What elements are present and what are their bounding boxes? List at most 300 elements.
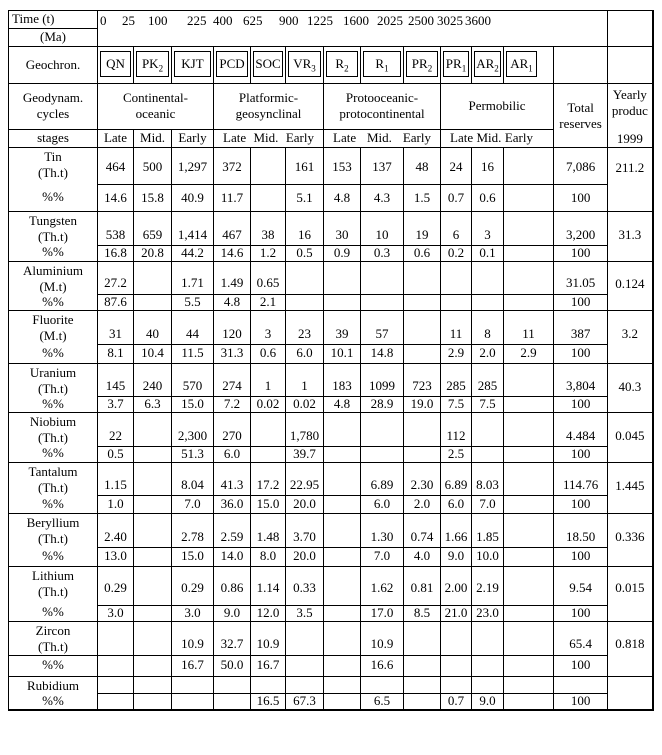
total-pct-cell: 100 [554,295,608,311]
value-cell [286,261,324,295]
value-cell [404,261,441,295]
cycle-name-line: Platformic- [238,90,299,106]
mineral-pct-row [9,185,653,212]
value-cell [324,413,361,447]
pct-cell: 5.1 [286,185,324,212]
mineral-value-row [9,261,653,295]
yearly-produc-cell-bottom [608,605,653,621]
cycle-name-line: Permobilic [468,98,526,114]
total-reserves-line: Total [567,99,594,115]
pct-cell: 4.8 [324,397,361,413]
value-cell: 2.40 [98,514,134,548]
value-cell: 3 [472,212,504,246]
geochron-unit-box [406,51,438,77]
pct-cell [472,655,504,676]
value-cell [441,261,472,295]
geochron-unit-box [174,51,211,77]
mineral-label [9,261,98,295]
time-tick: 400 [213,13,233,28]
mineral-value-row [9,363,653,397]
value-cell: 1,780 [286,413,324,447]
pct-cell: 67.3 [286,694,324,710]
total-reserves-cell: 31.05 [554,261,608,295]
value-cell: 8 [472,311,504,345]
value-cell: 0.81 [404,566,441,605]
geochron-cell [324,47,361,84]
value-cell [504,261,554,295]
pct-cell [504,185,554,212]
mineral-value-row [9,566,653,605]
value-cell [286,676,324,694]
value-cell [504,566,554,605]
total-reserves-header [554,84,608,148]
value-cell: 112 [441,413,472,447]
value-cell: 1.48 [251,514,286,548]
pct-cell [504,397,554,413]
yearly-produc-cell-bottom [608,245,653,261]
pct-cell [441,655,472,676]
value-cell [98,676,134,694]
value-cell: 285 [472,363,504,397]
total-pct-cell: 100 [554,245,608,261]
mineral-label [9,311,98,345]
pct-cell: 9.0 [472,694,504,710]
pct-cell: 0.5 [98,446,134,462]
value-cell: 0.65 [251,261,286,295]
cycle-name-line: geosynclinal [235,106,302,122]
value-cell [504,363,554,397]
pct-cell [98,655,134,676]
total-pct-cell: 100 [554,397,608,413]
pct-cell: 15.0 [172,397,214,413]
value-cell: 10 [361,212,404,246]
pct-label: %% [9,655,98,676]
value-cell [504,676,554,694]
pct-cell: 6.3 [134,397,172,413]
cycle-protooceanic-protocontinental [324,84,441,130]
time-tick: 2500 [408,13,434,28]
yearly-produc-cell [608,676,653,694]
value-cell: 17.2 [251,462,286,496]
geochron-unit: PCD [219,56,245,71]
pct-cell: 36.0 [214,496,251,514]
value-cell: 120 [214,311,251,345]
stage-cell: Early [402,130,431,146]
pct-cell [286,295,324,311]
value-cell: 183 [324,363,361,397]
value-cell: 372 [214,148,251,185]
pct-cell: 1.2 [251,245,286,261]
time-row [9,11,653,29]
yearly-produc-cell: 0.015 [608,566,653,605]
geochron-unit-box [100,51,131,77]
geochron-sub: 2 [427,63,433,74]
yearly-produc-cell: 0.818 [608,621,653,655]
pct-cell: 6.5 [361,694,404,710]
value-cell: 30 [324,212,361,246]
pct-cell: 2.5 [441,446,472,462]
pct-cell: 40.9 [172,185,214,212]
value-cell [504,514,554,548]
value-cell [324,261,361,295]
pct-cell: 1.0 [98,496,134,514]
cycles-label-line: Geodynam. [22,90,84,106]
pct-cell: 6.0 [214,446,251,462]
value-cell [504,413,554,447]
pct-cell: 7.2 [214,397,251,413]
geochron-unit: PK [141,56,159,71]
value-cell [361,261,404,295]
pct-cell: 15.0 [172,547,214,566]
mineral-label [9,676,98,694]
geochron-unit: SOC [255,56,281,71]
value-cell: 3 [251,311,286,345]
value-cell [504,212,554,246]
time-tick: 3600 [465,13,491,28]
geochron-unit: KJT [181,56,204,71]
stage-cell: Late [333,130,357,146]
value-cell: 2.00 [441,566,472,605]
mineral-pct-row [9,295,653,311]
value-cell: 0.29 [98,566,134,605]
geochron-cell [251,47,286,84]
pct-cell: 0.6 [251,344,286,363]
mineral-label [9,462,98,496]
pct-cell: 20.0 [286,547,324,566]
mineral-name: Lithium [32,567,74,583]
pct-cell [441,295,472,311]
pct-cell: 0.02 [251,397,286,413]
value-cell: 38 [251,212,286,246]
pct-cell: 19.0 [404,397,441,413]
pct-cell: 23.0 [472,605,504,621]
value-cell: 48 [404,148,441,185]
pct-cell: 4.3 [361,185,404,212]
mineral-label [9,212,98,246]
value-cell [441,621,472,655]
value-cell: 2.59 [214,514,251,548]
time-axis-spacer [608,11,653,47]
value-cell: 19 [404,212,441,246]
pct-cell [214,694,251,710]
time-tick: 0 [100,13,107,28]
pct-cell: 0.2 [441,245,472,261]
value-cell [472,261,504,295]
value-cell: 1.30 [361,514,404,548]
value-cell: 659 [134,212,172,246]
geochron-sub: 1 [528,63,533,74]
value-cell [472,413,504,447]
geochron-sub: 1 [384,63,389,74]
value-cell: 285 [441,363,472,397]
geochron-row [9,47,653,84]
value-cell [134,462,172,496]
cycles-label [9,84,98,130]
value-cell [134,676,172,694]
geochron-unit-box [474,51,501,77]
value-cell: 2.19 [472,566,504,605]
pct-cell: 9.0 [214,605,251,621]
pct-label: %% [9,397,98,413]
pct-cell [472,446,504,462]
mineral-unit: (Th.t) [38,479,68,495]
mineral-unit: (M.t) [39,328,67,343]
value-cell: 0.74 [404,514,441,548]
value-cell: 2.30 [404,462,441,496]
value-cell: 16 [472,148,504,185]
stage-cell: Early [172,129,214,147]
value-cell: 8.04 [172,462,214,496]
pct-cell [134,496,172,514]
yearly-produc-year: 1999 [616,131,643,146]
total-pct-cell: 100 [554,547,608,566]
value-cell: 39 [324,311,361,345]
yearly-produc-header [608,84,653,148]
value-cell: 723 [404,363,441,397]
mineral-value-row [9,676,653,694]
value-cell [134,621,172,655]
mineral-pct-row [9,245,653,261]
cycle-name-line: Continental- [123,90,188,106]
geochron-sub: 2 [344,63,349,74]
mineral-name: Rubidium [26,677,79,693]
pct-cell [324,446,361,462]
cycle-permobilic [441,84,554,130]
mineral-pct-row [9,397,653,413]
pct-cell: 20.0 [286,496,324,514]
pct-cell [361,446,404,462]
pct-cell: 14.8 [361,344,404,363]
pct-cell [134,605,172,621]
mineral-unit: (Th.t) [38,638,68,654]
value-cell [286,621,324,655]
table-body [9,148,653,710]
value-cell: 1.62 [361,566,404,605]
yearly-produc-cell-bottom [608,446,653,462]
geochron-unit-box [253,51,283,77]
pct-cell: 4.0 [404,547,441,566]
value-cell: 1.66 [441,514,472,548]
pct-cell: 16.7 [251,655,286,676]
stage-group-wrap [324,130,440,146]
stage-group [324,129,441,147]
yearly-produc-cell-bottom [608,547,653,566]
value-cell [134,413,172,447]
pct-cell: 0.5 [286,245,324,261]
pct-cell: 8.0 [251,547,286,566]
stage-cell: Mid. [367,130,392,146]
mineral-label [9,363,98,397]
yearly-produc-cell-bottom [608,185,653,212]
geochron-cell [404,47,441,84]
value-cell: 23 [286,311,324,345]
value-cell [98,621,134,655]
value-cell [324,514,361,548]
value-cell [251,676,286,694]
mineral-value-row [9,514,653,548]
geochron-unit: PR [445,56,462,71]
value-cell: 1.71 [172,261,214,295]
pct-cell [251,446,286,462]
pct-cell [504,245,554,261]
yearly-produc-cell-bottom [608,344,653,363]
value-cell: 57 [361,311,404,345]
pct-cell [504,655,554,676]
cycle-continental-oceanic [98,84,214,130]
geochron-unit: AR [476,56,495,71]
time-label: Time (t) [9,11,98,29]
geochron-sub: 2 [158,63,164,74]
geochron-cell [172,47,214,84]
pct-cell: 6.0 [361,496,404,514]
yearly-produc-cell: 0.045 [608,413,653,447]
total-reserves-cell: 387 [554,311,608,345]
value-cell: 270 [214,413,251,447]
pct-label: %% [9,245,98,261]
value-cell [134,566,172,605]
pct-cell [134,295,172,311]
geochron-sub: 1 [461,63,467,74]
geochron-cell [134,47,172,84]
pct-cell: 2.0 [404,496,441,514]
value-cell [214,676,251,694]
value-cell: 1099 [361,363,404,397]
pct-cell: 4.8 [324,185,361,212]
pct-label: %% [9,295,98,311]
mineral-value-row [9,212,653,246]
geochron-unit-box [443,51,469,77]
total-pct-cell: 100 [554,496,608,514]
pct-cell [404,446,441,462]
value-cell: 22.95 [286,462,324,496]
pct-cell: 12.0 [251,605,286,621]
time-tick: 3025 [437,13,463,28]
mineral-name: Fluorite [32,312,74,327]
pct-cell: 2.1 [251,295,286,311]
geochron-cell [361,47,404,84]
total-pct-cell: 100 [554,344,608,363]
pct-cell: 4.8 [214,295,251,311]
geochron-cell [504,47,554,84]
pct-cell [324,295,361,311]
pct-cell: 8.5 [404,605,441,621]
pct-cell: 17.0 [361,605,404,621]
table-header [9,11,653,148]
pct-cell: 0.6 [472,185,504,212]
value-cell: 11 [504,311,554,345]
pct-cell: 0.6 [404,245,441,261]
total-reserves-cell: 9.54 [554,566,608,605]
value-cell: 10.9 [361,621,404,655]
pct-cell: 16.8 [98,245,134,261]
geochron-unit-box [216,51,248,77]
value-cell: 464 [98,148,134,185]
pct-cell [404,694,441,710]
pct-cell [324,605,361,621]
pct-label: %% [9,605,98,621]
value-cell: 1.14 [251,566,286,605]
time-axis [98,11,608,47]
geochron-unit-box [506,51,537,77]
value-cell: 161 [286,148,324,185]
pct-cell: 0.9 [324,245,361,261]
pct-cell: 21.0 [441,605,472,621]
stages-label: stages [9,129,98,147]
yearly-produc-cell-bottom [608,655,653,676]
value-cell [504,462,554,496]
total-reserves-cell: 18.50 [554,514,608,548]
mineral-label [9,148,98,185]
value-cell: 538 [98,212,134,246]
yearly-produc-cell: 31.3 [608,212,653,246]
value-cell [472,621,504,655]
value-cell: 0.33 [286,566,324,605]
yearly-produc-cell-bottom [608,295,653,311]
value-cell [404,676,441,694]
total-pct-cell: 100 [554,446,608,462]
mineral-unit: (Th.t) [38,229,68,244]
geochron-cell [286,47,324,84]
geochron-yearly-spacer [608,47,653,84]
value-cell: 3.70 [286,514,324,548]
value-cell: 240 [134,363,172,397]
ma-label: (Ma) [9,29,98,47]
pct-label: %% [9,344,98,363]
geochron-unit: R [335,56,345,71]
geochron-label: Geochron. [9,47,98,84]
stage-group [214,129,324,147]
pct-cell: 10.1 [324,344,361,363]
yearly-produc-cell: 211.2 [608,148,653,185]
geochron-cell [214,47,251,84]
pct-cell [404,295,441,311]
total-pct-cell: 100 [554,185,608,212]
cycles-label-line: cycles [36,106,70,122]
pct-cell: 0.7 [441,694,472,710]
mineral-value-row [9,413,653,447]
value-cell [172,676,214,694]
value-cell: 40 [134,311,172,345]
pct-cell: 0.7 [441,185,472,212]
pct-cell [504,694,554,710]
yearly-produc-cell: 1.445 [608,462,653,496]
stage-cell: Early [504,130,533,146]
mineral-unit: (M.t) [39,278,67,294]
total-reserves-cell: 7,086 [554,148,608,185]
pct-cell: 20.8 [134,245,172,261]
pct-cell: 15.8 [134,185,172,212]
geochron-unit: AR [510,56,529,71]
pct-cell: 28.9 [361,397,404,413]
value-cell: 22 [98,413,134,447]
pct-cell: 2.9 [504,344,554,363]
pct-cell [504,496,554,514]
geochron-unit-box [326,51,358,77]
total-reserves-line: reserves [559,115,602,131]
mineral-name: Tungsten [29,213,77,228]
time-tick: 25 [122,13,135,28]
cycle-name-line: protocontinental [339,106,425,122]
pct-cell [134,547,172,566]
value-cell: 8.03 [472,462,504,496]
pct-cell: 11.5 [172,344,214,363]
value-cell [134,261,172,295]
pct-cell [404,344,441,363]
pct-cell: 8.1 [98,344,134,363]
stage-cell: Late [98,129,134,147]
yearly-produc-cell-bottom [608,397,653,413]
pct-cell: 1.5 [404,185,441,212]
